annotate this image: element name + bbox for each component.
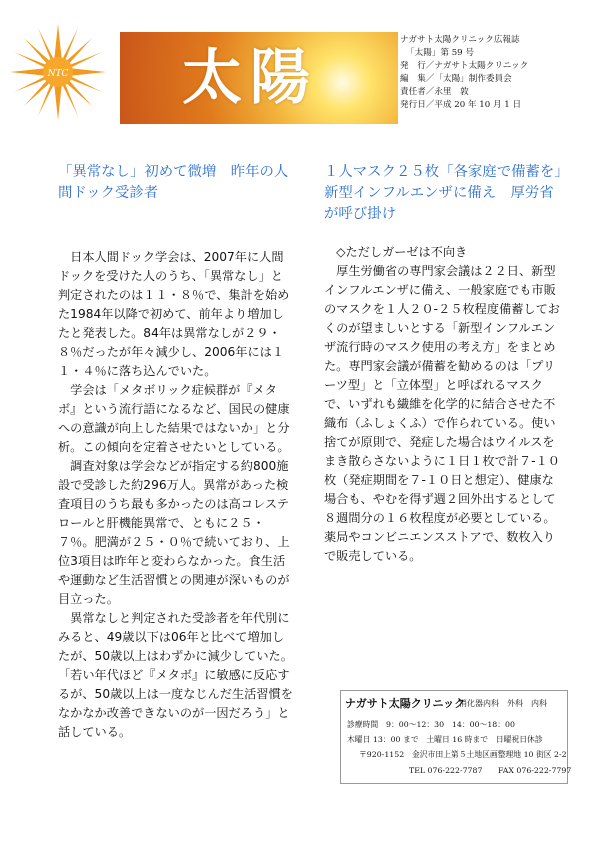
svg-text:NTC: NTC (47, 69, 69, 79)
article-paragraph: 調査対象は学会などが指定する約800施設で受診した約296万人。異常があった検査項目のうち最も多かったのは高コレステロールと肝機能異常で、ともに２５・７％。肥満が２５・０％で続いており、上位3項目は昨年と変わらなかった。食生活や運動など生活習慣との関連が深いものが目立った。 (58, 459, 290, 606)
issue-date-line: 発行日／平成 20 年 10 月 1 日 (400, 100, 522, 110)
right-article-headline: １人マスク２５枚「各家庭で備蓄を」新型インフルエンザに備え 厚労省が呼び掛け (324, 164, 562, 222)
issue-number: 「太陽」第 59 号 (406, 48, 474, 58)
header-banner (120, 32, 398, 124)
publication-info (400, 34, 588, 132)
right-article-body (324, 243, 562, 566)
clinic-logo-sun-icon (8, 22, 108, 122)
right-article (324, 162, 562, 566)
editor-line: 編 集／「太陽」制作委員会 (400, 74, 512, 84)
article-paragraph: 日本人間ドック学会は、2007年に人間ドックを受けた人のうち、「異常なし」と判定されたのは１１・８％で、集計を始めた1984年以降で初めて、前年より増加したと発表した。84年は異常なしが２９・８％だったが年々減少し、2006年には１１・４％に落ち込んでいた。 (58, 250, 290, 378)
left-article (58, 162, 294, 742)
banner-title: 太陽 (182, 43, 318, 113)
clinic-days: 木曜日 13：00 まで 土曜日 16 時まで 日曜祝日休診 (347, 735, 543, 744)
clinic-name: ナガサト太陽クリニック (345, 697, 466, 710)
left-article-body (58, 248, 294, 742)
clinic-hours: 診療時間 9：00～12：30 14：00～18：00 (347, 720, 515, 729)
clinic-info-box (340, 690, 572, 784)
publication-line: ナガサト太陽クリニック広報誌 (400, 35, 520, 45)
article-subheading: ◇ただしガーゼは不向き (324, 245, 468, 259)
clinic-departments: 消化器内科 外科 内科 (459, 699, 547, 708)
clinic-address: 〒920-1152 金沢市田上第５土地区画整理地 10 街区 2-2 (359, 750, 567, 759)
article-paragraph: 厚生労働省の専門家会議は２２日、新型インフルエンザに備え、一般家庭でも市販のマスクを１人２０-２５枚程度備蓄しておくのが望ましいとする「新型インフルエンザ流行時のマスク使用の考え方」をまとめた。専門家会議が備蓄を勧めるのは「プリーツ型」と「立体型」と呼ばれるマスクで、いずれも繊維を化学的に結合させた不織布（ふしょくふ）で作られている。使い捨てが原則で、発症した場合はウイルスをまき散らさないように１日１枚で計７-１０枚（発症期間を７-１０日と想定）、健康な場合も、やむを得ず週２回外出するとして８週間分の１６枚程度が必要としている。薬局やコンビニエンスストアで、数枚入りで販売している。 (324, 264, 560, 563)
article-paragraph: 学会は「メタボリック症候群が『メタボ』という流行語になるなど、国民の健康への意識が向上した結果ではないか」と分析。この傾向を定着させたいとしている。 (58, 383, 290, 454)
left-article-headline: 「異常なし」初めて微増 昨年の人間ドック受診者 (58, 164, 289, 201)
clinic-phone: TEL 076-222-7787 FAX 076-222-7797 (409, 766, 572, 775)
publisher-line: 発 行／ナガサト太陽クリニック (400, 61, 529, 71)
article-paragraph: 異常なしと判定された受診者を年代別にみると、49歳以下は06年と比べて増加したが、50歳以上はわずかに減少していた。「若い年代ほど『メタボ』に敏感に反応するが、50歳以上は一度なじんだ生活習慣をなかなか改善できないのが一因だろう」と話している。 (58, 611, 293, 739)
responsible-line: 責任者／永里 敦 (400, 87, 469, 97)
